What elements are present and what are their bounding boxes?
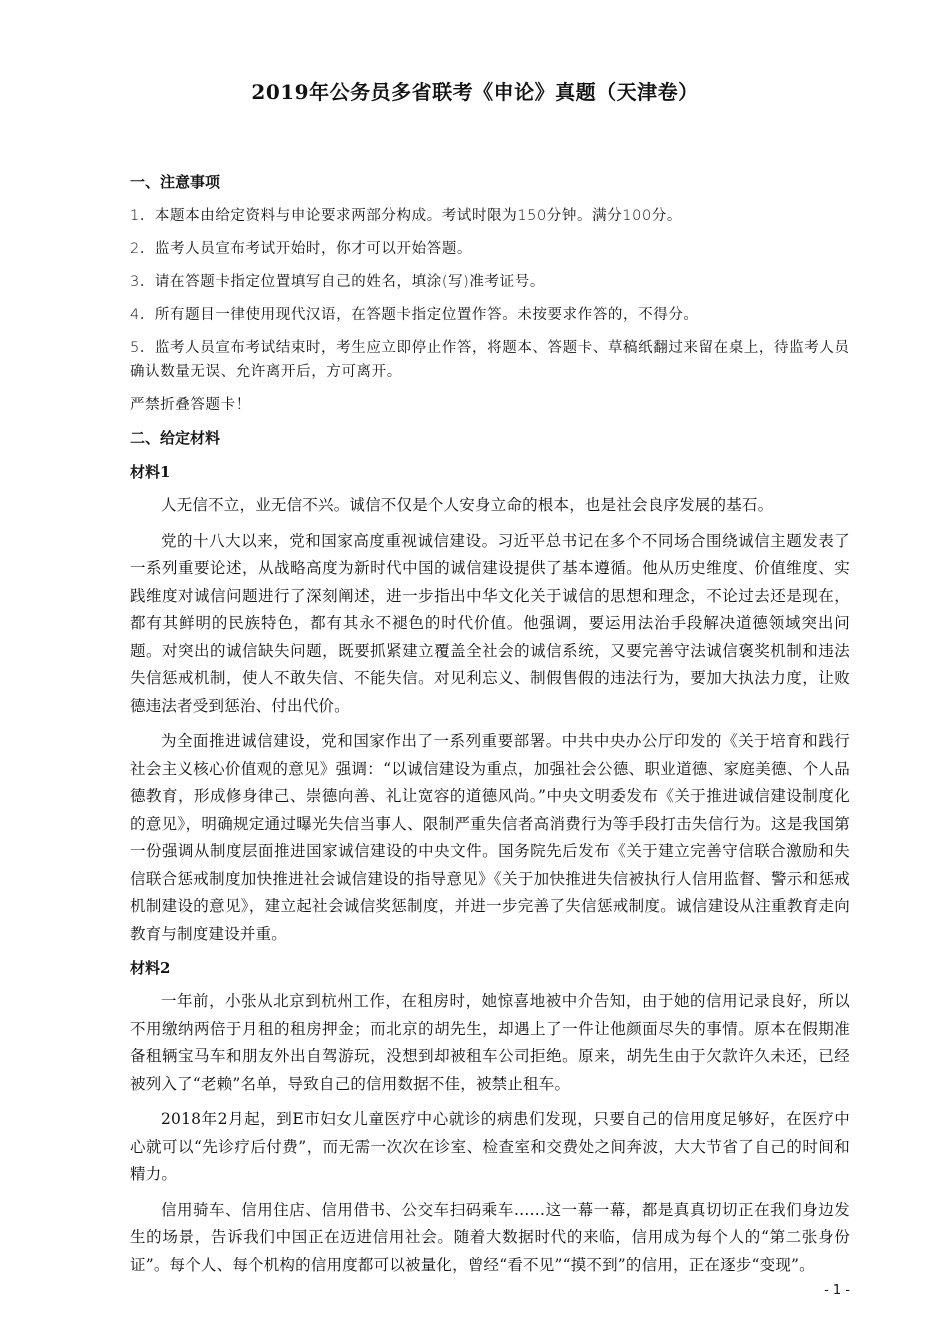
material-paragraph: 2018年2月起，到E市妇女儿童医疗中心就诊的病患们发现，只要自己的信用度足够好，在医疗中心就可以“先诊疗后付费”，而无需一次次在诊室、检查室和交费处之间奔波，大大节省了自己的时间和精力。 bbox=[130, 1110, 850, 1183]
material-paragraph: 人无信不立，业无信不兴。诚信不仅是个人安身立命的根本，也是社会良序发展的基石。 bbox=[161, 496, 774, 514]
section-heading-materials: 二、给定材料 bbox=[130, 429, 221, 447]
note-item: 2．监考人员宣布考试开始时，你才可以开始答题。 bbox=[130, 241, 473, 257]
section-heading-notes: 一、注意事项 bbox=[130, 173, 221, 191]
material-label: 材料2 bbox=[130, 959, 171, 977]
document-body bbox=[130, 170, 850, 1287]
material-paragraph: 党的十八大以来，党和国家高度重视诚信建设。习近平总书记在多个不同场合围绕诚信主题发表了一系列重要论述，从战略高度为新时代中国的诚信建设提供了基本遵循。他从历史维度、价值维度、实践维度对诚信问题进行了深刻阐述，进一步指出中华文化关于诚信的思想和理念，不论过去还是现在，都有其鲜明的民族特色，都有其永不褪色的时代价值。他强调，要运用法治手段解决道德领域突出问题。对突出的诚信缺失问题，既要抓紧建立覆盖全社会的诚信系统，又要完善守法诚信褒奖机制和违法失信惩戒机制，使人不敢失信、不能失信。对见利忘义、制假售假的违法行为，要加大执法力度，让败德违法者受到惩治、付出代价。 bbox=[130, 531, 850, 715]
note-item: 5．监考人员宣布考试结束时，考生应立即停止作答，将题本、答题卡、草稿纸翻过来留在桌上，待监考人员确认数量无误、允许离开后，方可离开。 bbox=[130, 340, 850, 380]
document-title: 2019年公务员多省联考《申论》真题（天津卷） bbox=[251, 80, 699, 104]
material-label: 材料1 bbox=[130, 463, 171, 481]
note-item: 4．所有题目一律使用现代汉语，在答题卡指定位置作答。未按要求作答的，不得分。 bbox=[130, 307, 699, 323]
note-item: 1．本题本由给定资料与申论要求两部分构成。考试时限为150分钟。满分100分。 bbox=[130, 208, 682, 224]
note-warning: 严禁折叠答题卡！ bbox=[130, 397, 251, 413]
material-paragraph: 为全面推进诚信建设，党和国家作出了一系列重要部署。中共中央办公厅印发的《关于培育和践行社会主义核心价值观的意见》强调：“以诚信建设为重点，加强社会公德、职业道德、家庭美德、个人品德教育，形成修身律己、崇德向善、礼让宽容的道德风尚。”中央文明委发布《关于推进诚信建设制度化的意见》，明确规定通过曝光失信当事人、限制严重失信者高消费行为等手段打击失信行为。这是我国第一份强调从制度层面推进国家诚信建设的中央文件。国务院先后发布《关于建立完善守信联合激励和失信联合惩戒制度加快推进社会诚信建设的指导意见》《关于加快推进失信被执行人信用监督、警示和惩戒机制建设的意见》，建立起社会诚信奖惩制度，并进一步完善了失信惩戒制度。诚信建设从注重教育走向教育与制度建设并重。 bbox=[130, 732, 850, 943]
material-paragraph: 信用骑车、信用住店、信用借书、公交车扫码乘车……这一幕一幕，都是真真切切正在我们身边发生的场景，告诉我们中国正在迈进信用社会。随着大数据时代的来临，信用成为每个人的“第二张身份证”。每个人、每个机构的信用度都可以被量化，曾经“看不见”“摸不到”的信用，正在逐步“变现”。 bbox=[130, 1200, 850, 1274]
material-paragraph: 一年前，小张从北京到杭州工作，在租房时，她惊喜地被中介告知，由于她的信用记录良好，所以不用缴纳两倍于月租的租房押金；而北京的胡先生，却遇上了一件让他颜面尽失的事情。原本在假期准备租辆宝马车和朋友外出自驾游玩，没想到却被租车公司拒绝。原来，胡先生由于欠款许久未还，已经被列入了“老赖”名单，导致自己的信用数据不佳，被禁止租车。 bbox=[130, 992, 850, 1093]
page-number: - 1 - bbox=[824, 1283, 850, 1298]
note-item: 3．请在答题卡指定位置填写自己的姓名，填涂(写)准考证号。 bbox=[130, 274, 545, 290]
